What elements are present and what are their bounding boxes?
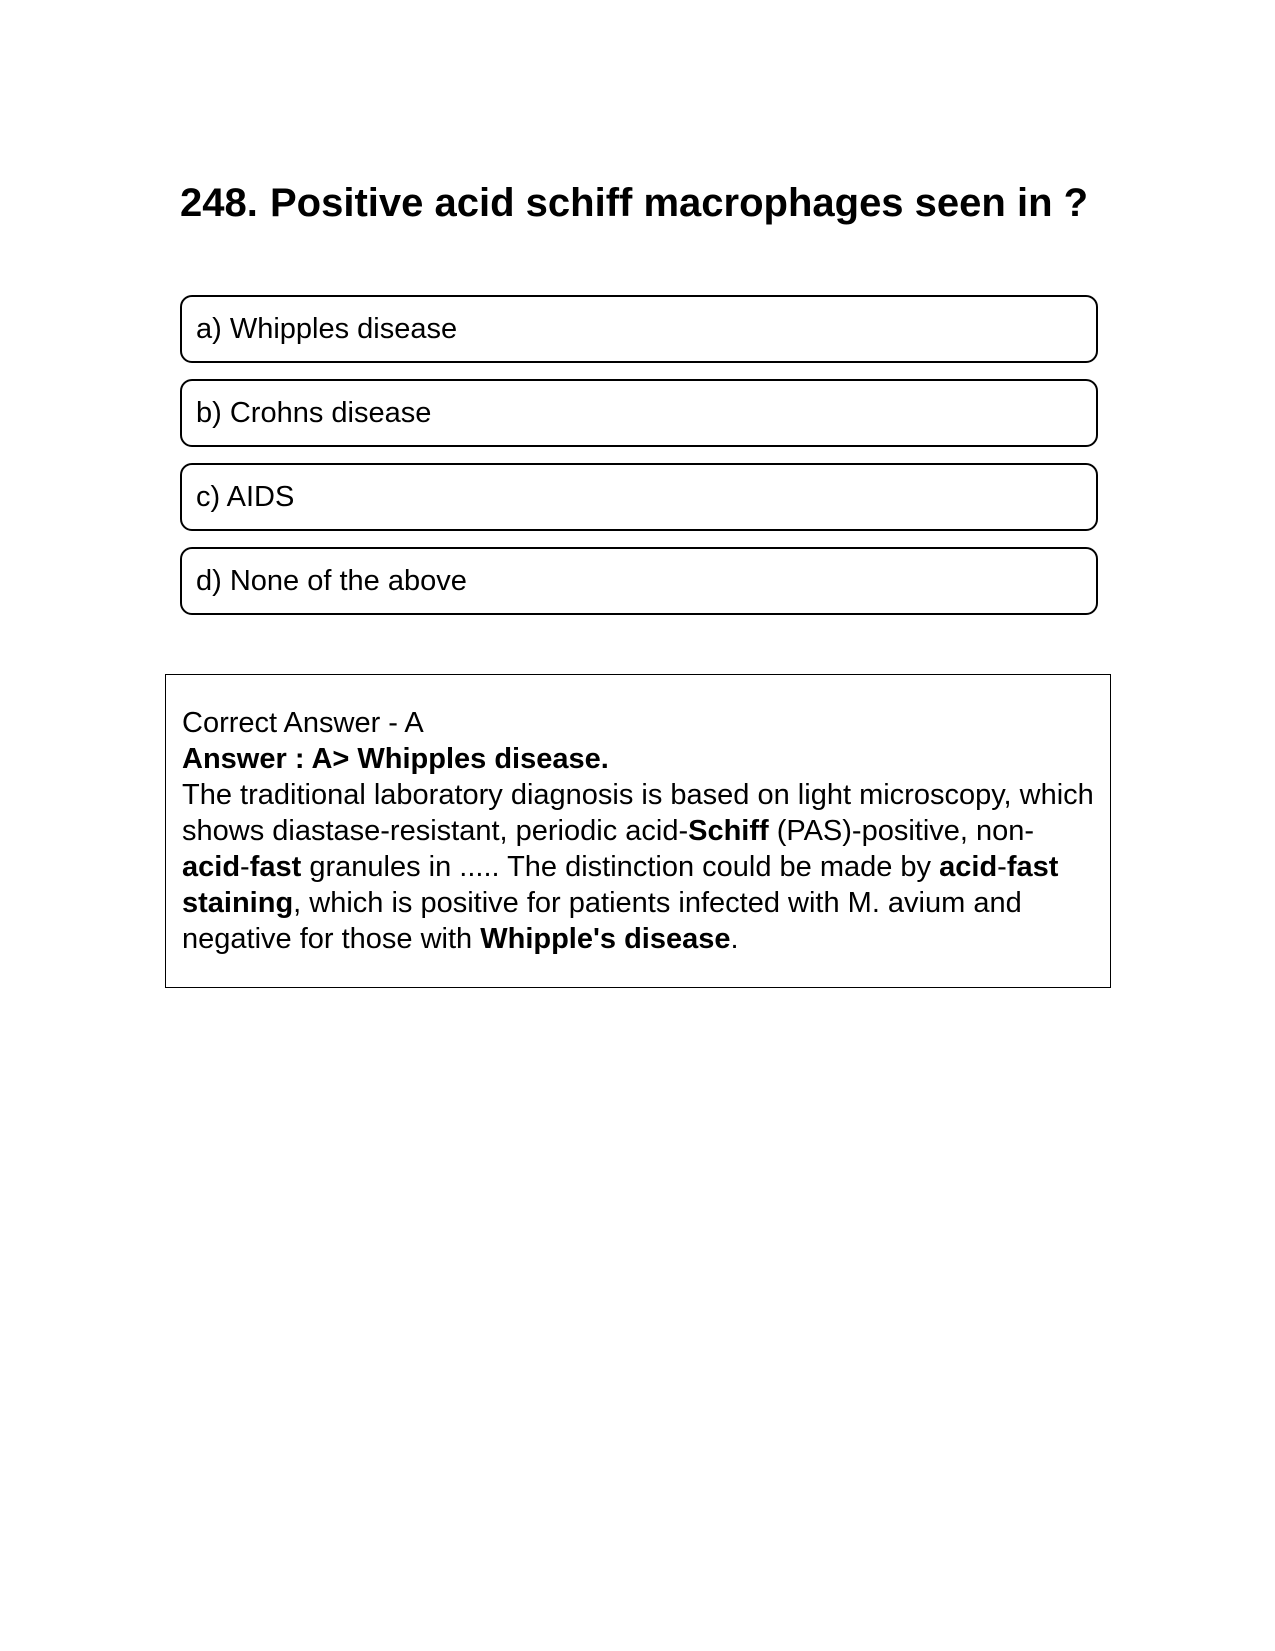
explanation-bold: Whipple's disease <box>480 923 731 955</box>
correct-answer-line: Correct Answer - A <box>182 707 424 739</box>
option-b[interactable]: b) Crohns disease <box>180 379 1098 447</box>
option-d[interactable]: d) None of the above <box>180 547 1098 615</box>
answer-explanation-box <box>165 674 1111 988</box>
options-list <box>180 295 1098 631</box>
explanation-part: granules in ..... The distinction could be made by <box>301 851 940 883</box>
explanation-bold: fast <box>249 851 302 883</box>
option-c[interactable]: c) AIDS <box>180 463 1098 531</box>
explanation-bold: acid <box>939 851 998 883</box>
explanation-text <box>182 777 1094 957</box>
explanation-part: , which is positive for patients infected with M. avium and negative for those with <box>182 887 1022 955</box>
explanation-part: . <box>730 923 739 955</box>
question-heading <box>180 178 1100 228</box>
question-text: Positive acid schiff macrophages seen in ? <box>270 181 1089 225</box>
explanation-bold: fast staining <box>182 851 1059 919</box>
explanation-part: The traditional laboratory diagnosis is based on light microscopy, which shows diastase-resistant, periodic acid- <box>182 779 1094 847</box>
explanation-part: - <box>997 851 1007 883</box>
explanation-part: (PAS)-positive, non- <box>768 815 1035 847</box>
answer-line <box>182 741 1094 777</box>
explanation-part: - <box>240 851 250 883</box>
explanation-bold: acid <box>182 851 241 883</box>
explanation-bold: Schiff <box>688 815 769 847</box>
question-number: 248. <box>180 181 258 225</box>
option-a[interactable]: a) Whipples disease <box>180 295 1098 363</box>
answer-line-text: Answer : A> Whipples disease. <box>182 743 609 775</box>
